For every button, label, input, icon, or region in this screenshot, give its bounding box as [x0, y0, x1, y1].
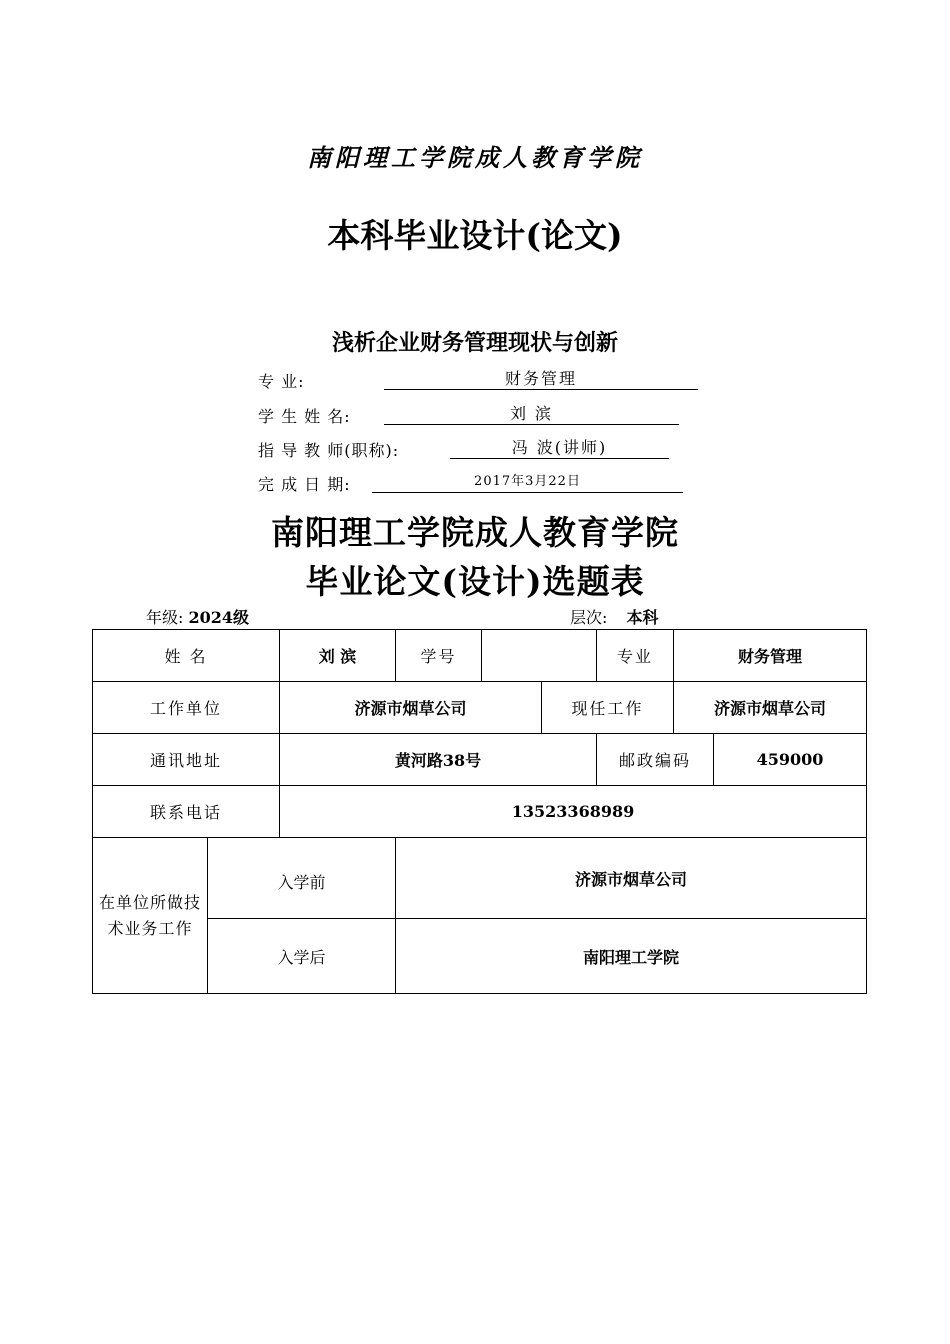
major-cell-label: 专业	[597, 630, 674, 682]
advisor-value: 冯 波(讲师)	[450, 438, 669, 459]
current-job-label: 现任工作	[542, 682, 674, 734]
postcode-label: 邮政编码	[597, 734, 714, 786]
date-label: 完 成 日 期:	[258, 475, 351, 494]
name-label: 姓 名	[93, 630, 280, 682]
student-id-value	[482, 630, 597, 682]
thesis-title: 浅析企业财务管理现状与创新	[331, 330, 618, 356]
date-row	[258, 472, 581, 495]
grade-label: 年级:	[146, 608, 184, 627]
employer-value: 济源市烟草公司	[280, 682, 542, 734]
table-row	[93, 734, 867, 786]
level-value: 本科	[626, 608, 659, 627]
selection-form-table	[92, 629, 867, 994]
name-value: 刘 滨	[280, 630, 396, 682]
level-label: 层次:	[570, 608, 608, 627]
school-name: 南阳理工学院成人教育学院	[307, 143, 643, 172]
after-enrollment-label: 入学后	[208, 919, 396, 994]
major-cell-value: 财务管理	[674, 630, 867, 682]
student-value: 刘 滨	[384, 404, 679, 425]
address-value: 黄河路38号	[280, 734, 597, 786]
phone-label: 联系电话	[93, 786, 280, 838]
address-label: 通讯地址	[93, 734, 280, 786]
form-title: 毕业论文(设计)选题表	[305, 562, 645, 601]
student-id-label: 学号	[396, 630, 482, 682]
postcode-value: 459000	[714, 734, 867, 786]
current-job-value: 济源市烟草公司	[674, 682, 867, 734]
date-value: 2017年3月22日	[372, 472, 683, 493]
major-value: 财务管理	[384, 369, 698, 390]
table-row	[93, 682, 867, 734]
grade	[146, 605, 249, 628]
table-row	[93, 838, 867, 919]
student-label: 学 生 姓 名:	[258, 407, 351, 426]
advisor-label: 指 导 教 师(职称):	[258, 441, 400, 460]
level	[570, 605, 659, 628]
before-enrollment-label: 入学前	[208, 838, 396, 919]
major-label: 专 业:	[258, 372, 305, 391]
after-enrollment-value: 南阳理工学院	[396, 919, 867, 994]
thesis-type-heading: 本科毕业设计(论文)	[327, 216, 623, 255]
table-row	[93, 919, 867, 994]
before-enrollment-value: 济源市烟草公司	[396, 838, 867, 919]
phone-value: 13523368989	[280, 786, 867, 838]
grade-value: 2024级	[188, 608, 250, 627]
tech-work-label: 在单位所做技术业务工作	[93, 838, 208, 994]
advisor-row	[258, 438, 608, 461]
employer-label: 工作单位	[93, 682, 280, 734]
table-row	[93, 630, 867, 682]
major-row	[258, 369, 577, 392]
table-row	[93, 786, 867, 838]
form-school-name: 南阳理工学院成人教育学院	[271, 513, 679, 552]
student-row	[258, 404, 554, 427]
